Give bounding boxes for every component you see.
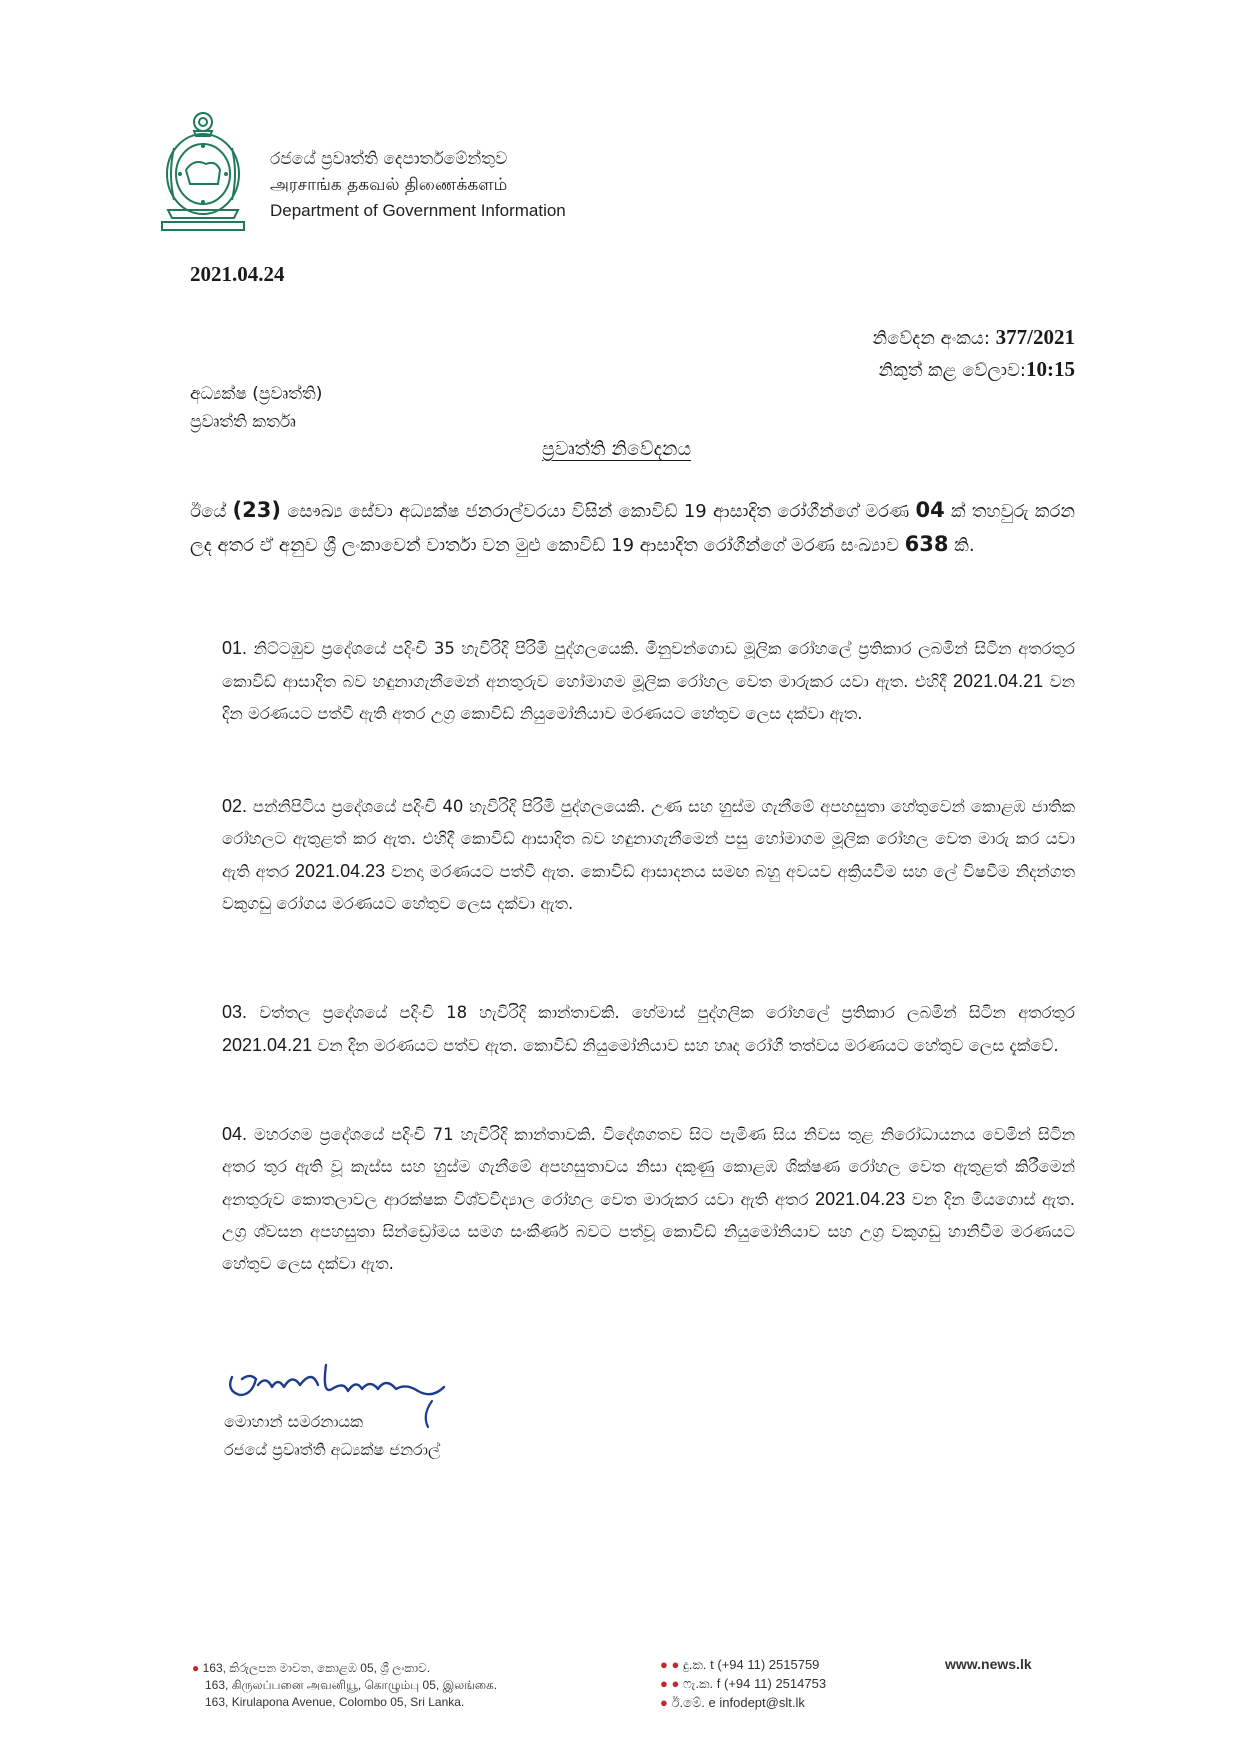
release-date: 2021.04.24 [190, 262, 285, 286]
intro-text-4: කි. [954, 535, 975, 556]
intro-paragraph [190, 494, 1075, 562]
reference-number-value: 377/2021 [995, 325, 1075, 349]
fax-number: (+94 11) 2514753 [724, 1676, 827, 1691]
intro-bold-total: 638 [904, 532, 949, 556]
phone-label: දු.ක. t [682, 1657, 714, 1672]
phone-number: (+94 11) 2515759 [717, 1657, 820, 1672]
item-number: 01. [222, 638, 248, 658]
item-date: 2021.04.23 [295, 861, 386, 881]
bullet-icon: ● ● [660, 1657, 680, 1672]
item-number: 03. [222, 1002, 248, 1022]
item-text: වනදා මරණයට පත්වී ඇත. කොවිඩ් ආසාදනය සමඟ බහු අවයව අක්‍රියවීම සහ ලේ විෂවීම නිදන්ගත වකුගඩු රෝගය මරණයට හේතුව ලෙස දක්වා ඇත. [222, 862, 1076, 913]
dept-name-english: Department of Government Information [270, 201, 566, 220]
document-title-text: ප්‍රවෘත්ති නිවේදනය [541, 438, 692, 460]
intro-text-2: සෞඛ්‍ය සේවා අධ්‍යක්ෂ ජනරාල්වරයා විසින් කොවිඩ් 19 ආසාදිත රෝගීන්ගේ මරණ [287, 501, 910, 522]
item-date: 2021.04.21 [953, 671, 1044, 691]
reference-number-line [872, 322, 1075, 354]
department-header [270, 146, 566, 224]
recipient-line-2: ප්‍රවෘත්ති කර්තෘ [190, 412, 296, 432]
website-link[interactable]: www.news.lk [945, 1656, 1032, 1672]
item-text: මහරගම ප්‍රදේශයේ පදිංචි 71 හැවිරිදි කාන්තාවකි. විදේශගතව සිට පැමිණ සිය නිවස තුළ නිරෝධායනය වෙමින් සිටින අතර තුර ඇති වූ කැස්ස සහ හුස්ම ගැනීමේ අපහසුතාවය නිසා දකුණු කොළඹ ශික්ෂණ රෝහල වෙත ඇතුළත් කිරීමෙන් අනතුරුව කොතලාවල ආරක්ෂක විශ්වවිද්‍යාල රෝහල වෙත මාරුකර යවා ඇති අතර [222, 1125, 1075, 1209]
release-time-value: 10:15 [1026, 357, 1075, 381]
bullet-icon: ● ● [660, 1676, 680, 1691]
dept-name-sinhala: රජයේ ප්‍රවෘත්ති දෙපාර්තමේන්තුව [270, 149, 508, 169]
intro-text-1: ඊයේ [190, 501, 227, 522]
recipient-block [190, 380, 322, 436]
death-item-2 [222, 790, 1075, 920]
footer-contacts [660, 1655, 826, 1712]
item-date: 2021.04.23 [815, 1189, 906, 1209]
email-address: infodept@slt.lk [719, 1695, 805, 1710]
intro-bold-deaths: 04 [915, 498, 945, 522]
signatory-name: මොහාන් සමරනායක [224, 1412, 364, 1431]
intro-text-3: ක් තහවුරු කරන ලද අතර ඒ අනුව ශ්‍රී ලංකාවෙන් වාර්තා වන මුළු කොවිඩ් 19 ආසාදිත රෝගීන්ගේ මරණ සංඛ්‍යාව [190, 501, 1075, 556]
death-item-1 [222, 632, 1075, 730]
item-text: පන්නිපිටිය ප්‍රදේශයේ පදිංචි 40 හැවිරිදි පිරිමි පුද්ගලයෙකි. උණ සහ හුස්ම ගැනීමේ අපහසුතා හේතුවෙන් කොළඹ ජාතික රෝහලට ඇතුළත් කර ඇත. එහිදී කොවිඩ් ආසාදිත බව හඳුනාගැනීමෙන් පසු හෝමාගම මූලික රෝහල වෙත මාරු කර යවා ඇති අතර [222, 797, 1075, 881]
death-item-4 [222, 1118, 1075, 1280]
sri-lanka-emblem-icon [160, 108, 246, 232]
death-item-3 [222, 996, 1075, 1062]
release-reference [872, 322, 1075, 386]
bullet-icon: ● [660, 1695, 668, 1710]
signatory-block [224, 1408, 440, 1464]
fax-label: ෆැ.ක. f [682, 1676, 721, 1691]
document-title [0, 438, 1233, 460]
address-english: 163, Kirulapona Avenue, Colombo 05, Sri Lanka. [205, 1695, 465, 1709]
signatory-title: රජයේ ප්‍රවෘත්ති අධ්‍යක්ෂ ජනරාල් [224, 1440, 441, 1459]
item-text: වන දින මරණයට පත්වී ඇති අතර උග්‍ර කොවිඩ් නියුමෝනියාව මරණයට හේතුව ලෙස දක්වා ඇත. [222, 672, 1075, 723]
footer-address [192, 1660, 497, 1711]
recipient-line-1: අධ්‍යක්ෂ (ප්‍රවෘත්ති) [190, 384, 323, 404]
email-label: ඊ.මේ. e [671, 1695, 716, 1710]
item-number: 02. [222, 796, 248, 816]
reference-number-label: නිවේදන අංකය: [872, 328, 990, 349]
item-date: 2021.04.21 [222, 1035, 313, 1055]
address-tamil: 163, கிருலப்பனை அவனியூ, கொழும்பு 05, இலங்கை. [205, 1678, 498, 1692]
release-time-label: නිකුත් කළ වේලාව: [878, 360, 1026, 381]
intro-bold-date: (23) [232, 498, 281, 522]
item-text: වන දින මියගොස් ඇත. උග්‍ර ශ්වසන අපහසුතා සින්ඩ්‍රෝමය සමග සංකීර්ණ බවට පත්වූ කොවිඩ් නියුමෝනියාව සහ උග්‍ර වකුගඩු හානිවීම මරණයට හේතුව ලෙස දක්වා ඇත. [222, 1190, 1076, 1273]
release-time-line [872, 354, 1075, 386]
bullet-icon: ● [192, 1661, 200, 1675]
item-text: නිට්ටඹුව ප්‍රදේශයේ පදිංචි 35 හැවිරිදි පිරිමි පුද්ගලයෙකි. මිනුවන්ගොඩ මූලික රෝහලේ ප්‍රතිකාර ලබමින් සිටින අතරතුර කොවිඩ් ආසාදිත බව හඳුනාගැනීමෙන් අනතුරුව හෝමාගම මූලික රෝහල වෙත මාරුකර යවා ඇත. එහිදී [222, 639, 1075, 691]
item-number: 04. [222, 1124, 248, 1144]
item-text: වත්තල ප්‍රදේශයේ පදිංචි 18 හැවිරිදි කාන්තාවකි. හේමාස් පුද්ගලික රෝහලේ ප්‍රතිකාර ලබමින් සිටින අතරතුර [259, 1003, 1076, 1022]
item-text: වන දින මරණයට පත්ව ඇත. කොවිඩ් නියුමෝනියාව සහ හෘද රෝගී තත්වය මරණයට හේතුව ලෙස දැක්වේ. [317, 1036, 1059, 1055]
address-sinhala: 163, කිරුලපන මාවත, කොළඹ 05, ශ්‍රී ලංකාව. [202, 1661, 431, 1675]
dept-name-tamil: அரசாங்க தகவல் திணைக்களம் [270, 175, 508, 195]
